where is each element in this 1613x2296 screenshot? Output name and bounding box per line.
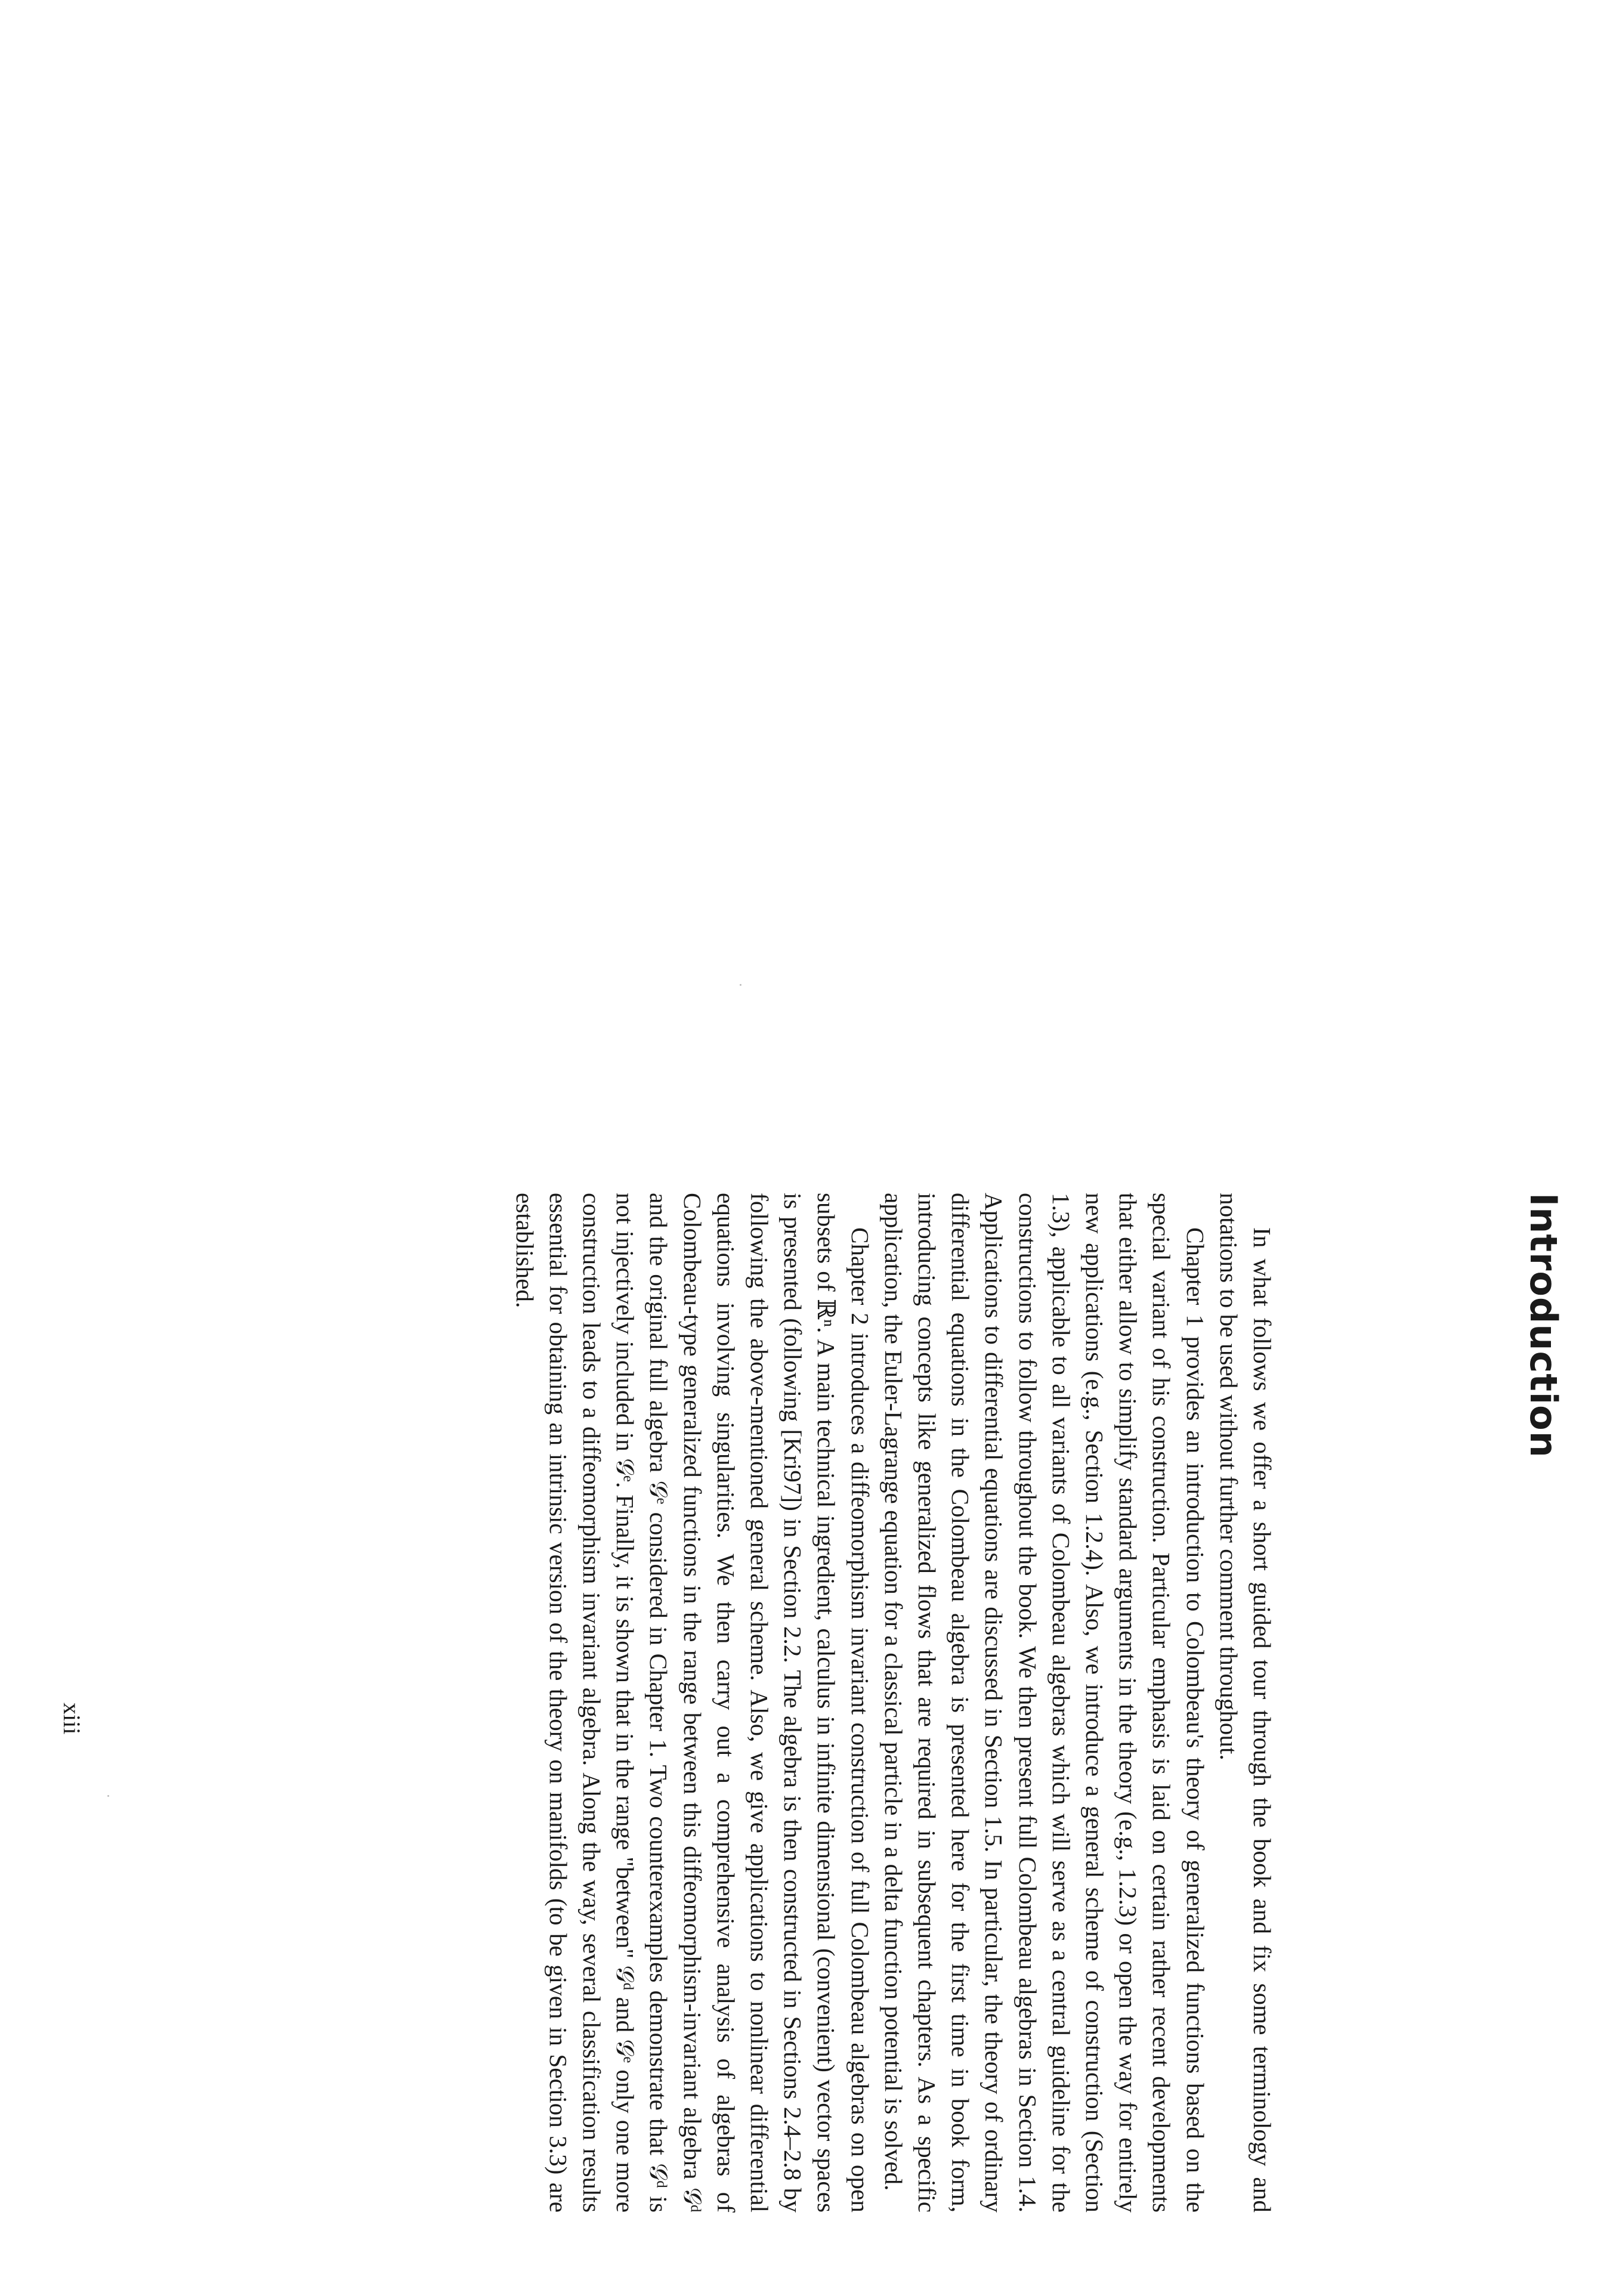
paragraph-chapter-2: Chapter 2 introduces a diffeomorphism invariant construction of full Colombeau algebras on open subsets of ℝⁿ. A main technical ingredient, calculus in infinite dimensional (convenient) vector spaces is presented (following [Kri97]) in Section 2.2. The algebra is then constructed in Sections 2.4–2.8 by following the above-mentioned general scheme. Also, we give applications to nonlinear differential equations involving singularities. We then carry out a comprehensive analysis of algebras of Colombeau-type generalized functions in the range between this diffeomorphism-invariant algebra 𝒢ᵈ and the original full algebra 𝒢ᵉ considered in Chapter 1. Two counterexamples demonstrate that 𝒢ᵈ is not injectively included in 𝒢ᵉ. Finally, it is shown that in the range "between" 𝒢ᵈ and 𝒢ᵉ only one more construction leads to a diffeomorphism invariant algebra. Along the way, several classification results essential for obtaining an intrinsic version of the theory on manifolds (to be given in Section 3.3) are established. [511, 1193, 874, 2213]
scan-speck [107, 1795, 109, 1797]
chapter-title: Introduction [1522, 1193, 1565, 1458]
paragraph-intro: In what follows we offer a short guided tour through the book and fix some terminology and notations to be used without further comment throughout. [1215, 1193, 1276, 2213]
paragraph-chapter-1: Chapter 1 provides an introduction to Colombeau's theory of generalized functions based on the special variant of his construction. Particular emphasis is laid on certain rather recent developments that either allow to simplify standard arguments in the theory (e.g., 1.2.3) or open the way for entirely new applications (e.g., Section 1.2.4). Also, we introduce a general scheme of construction (Section 1.3), applicable to all variants of Colombeau algebras which will serve as a central guideline for the constructions to follow throughout the book. We then present full Colombeau algebras in Section 1.4. Applications to differential equations are discussed in Section 1.5. In particular, the theory of ordinary differential equations in the Colombeau algebra is presented here for the first time in book form, introducing concepts like generalized flows that are required in subsequent chapters. As a specific application, the Euler-Lagrange equation for a classical particle in a delta function potential is solved. [879, 1193, 1209, 2213]
scan-speck [740, 984, 741, 986]
body-text [508, 1193, 1279, 2213]
rotated-book-page [0, 1193, 1613, 2296]
page-number: xiii [58, 1703, 85, 1735]
